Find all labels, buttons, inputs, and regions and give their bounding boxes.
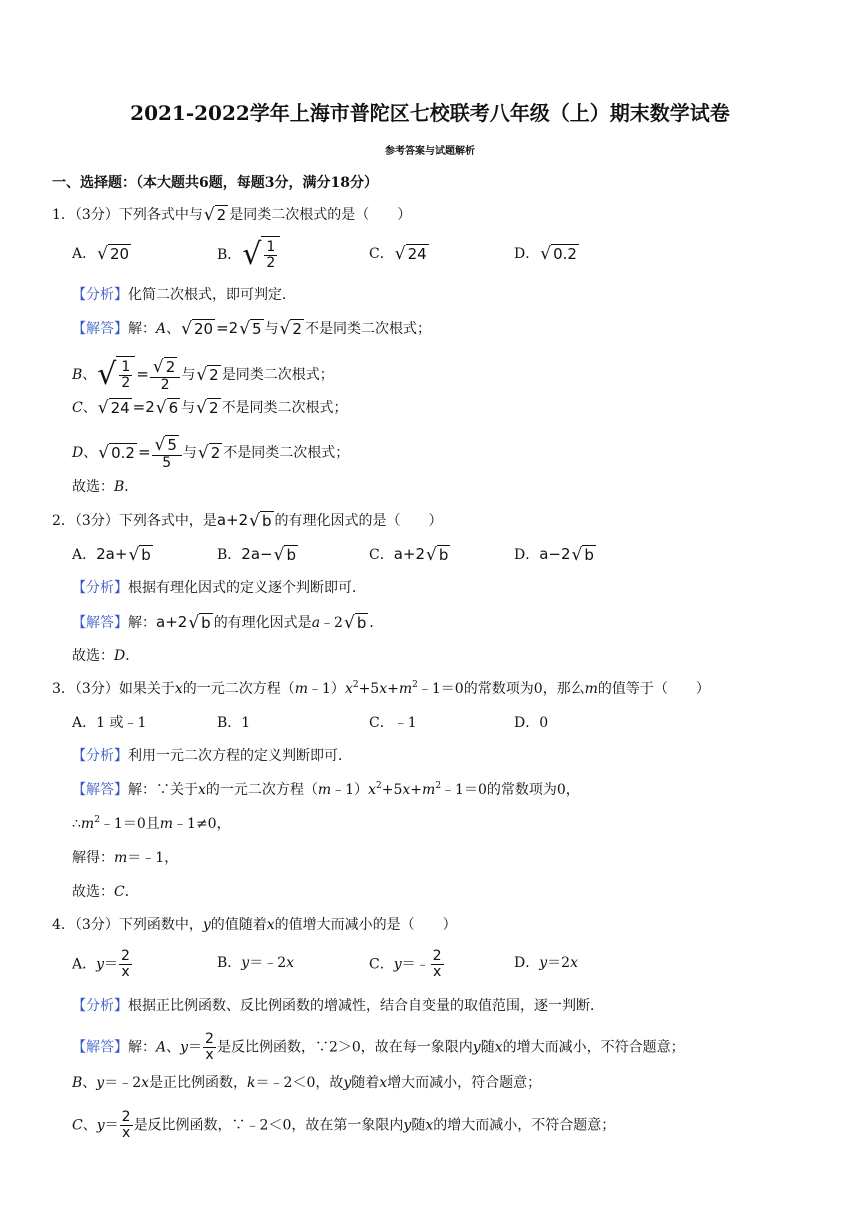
q2-analysis: 【分析】根据有理化因式的定义逐个判断即可．: [72, 580, 366, 596]
q1-stem: 1．（3分）下列各式中与 √ 2 是同类二次根式的是（ ）: [52, 205, 412, 225]
q3-analysis: 【分析】利用一元二次方程的定义判断即可．: [72, 748, 352, 764]
q2-option-a: A．2a+ √ b: [72, 545, 151, 565]
page-title: 2021-2022学年上海市普陀区七校联考八年级（上）期末数学试卷: [130, 101, 730, 125]
q3-answer-line2: $\therefore m^2﹣1=0$且m﹣1≠0，: [72, 815, 231, 832]
q3-answer-line3: 解得：m＝﹣1，: [72, 850, 179, 866]
q4-answer-b: B、y＝﹣2x是正比例函数，k＝﹣2＜0，故y随着x增大而减小，符合题意；: [72, 1075, 542, 1091]
q2-option-b: B．2a− √ b: [217, 545, 296, 565]
q1-answer: 【解答】解：A、 √ 20 =2 √ 5 与 √ 2 不是同类二次根式；: [72, 319, 431, 339]
q1-option-b: B． √ $\frac{1}{2}$: [217, 236, 281, 274]
q4-analysis: 【分析】根据正比例函数、反比例函数的增减性，结合自变量的取值范围，逐一判断．: [72, 998, 604, 1014]
q3-stem: 3．（3分）如果关于x的一元二次方程$(m﹣1)x^2+5x+m^2﹣1=0$的常数项为0，那么m的值等于（ ）: [52, 680, 710, 697]
q1-analysis: 【分析】化简二次根式，即可判定．: [72, 287, 296, 303]
sqrt: √ 2: [203, 205, 227, 225]
q1-option-d: D． √ 0.2: [514, 244, 577, 264]
page-subtitle: 参考答案与试题解析: [385, 146, 475, 157]
q3-choice: 故选：C．: [72, 884, 139, 900]
q2-option-d: D．a−2 √ b: [514, 545, 594, 565]
q4-option-a: A．y＝ $\frac{2}{x}$: [72, 948, 130, 980]
q3-option-a: A．1 或﹣1: [72, 715, 147, 731]
q4-option-c: C．y＝﹣ $\frac{2}{x}$: [369, 948, 442, 980]
section-heading: 一、选择题：（本大题共6题，每题3分，满分18分）: [52, 175, 378, 191]
q1-choice: 故选：B．: [72, 479, 139, 495]
q4-stem: 4．（3分）下列函数中，y的值随着x的值增大而减小的是（ ）: [52, 917, 457, 933]
q4-answer: 【解答】解：A、y＝ $\frac{2}{x}$ 是反比例函数，∵2＞0，故在每一象限内y随x的增大而减小，不符合题意；: [72, 1031, 685, 1063]
q4-option-b: B．y＝﹣2x: [217, 955, 295, 971]
q3-answer: 【解答】解：∵关于x的一元二次方程$(m﹣1)x^2+5x+m^2﹣1=0$的常数项为0，: [72, 781, 580, 798]
q1-option-c: C． √ 24: [369, 244, 427, 264]
q1-option-a: A． √ 20: [72, 244, 130, 264]
q2-answer: 【解答】解：a+2 √ b 的有理化因式是a﹣2 √ b ．: [72, 613, 384, 633]
q1-answer-c: C、 √ 24 =2 √ 6 与 √ 2 不是同类二次根式；: [72, 398, 348, 418]
q2-stem: 2．（3分）下列各式中，是a+2 √ b 的有理化因式的是（ ）: [52, 511, 443, 531]
q3-option-b: B．1: [217, 715, 251, 731]
q4-option-d: D．y＝2x: [514, 955, 578, 971]
q1-answer-b: B、 √ $\frac{1}{2}$ = √ 2 2 与 √ 2 是同类二次根式；: [72, 357, 334, 393]
q1-answer-d: D、 √ 0.2 = √ 5 5 与 √ 2 不是同类二次根式；: [72, 435, 350, 471]
q3-option-c: C．﹣1: [369, 715, 417, 731]
q4-answer-c: C、y＝ $\frac{2}{x}$ 是反比例函数，∵﹣2＜0，故在第一象限内y随x的增大而减小，不符合题意；: [72, 1109, 616, 1141]
q2-choice: 故选：D．: [72, 648, 140, 664]
q3-option-d: D．0: [514, 715, 549, 731]
q2-option-c: C．a+2 √ b: [369, 545, 449, 565]
